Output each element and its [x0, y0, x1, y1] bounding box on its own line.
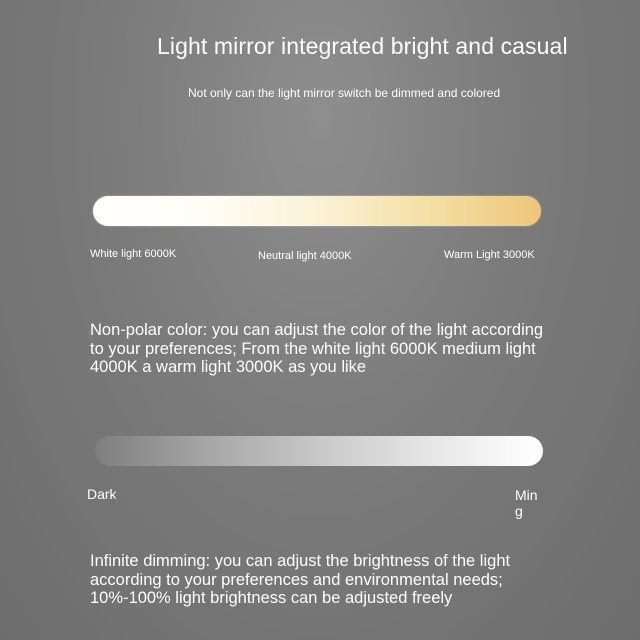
color-description: Non-polar color: you can adjust the color of the light according to your preferences; From the white light 6000K medium light 4000K a warm light 3000K as you like [90, 321, 544, 376]
white-light-label: White light 6000K [90, 248, 177, 260]
warm-light-label: Warm Light 3000K [444, 249, 535, 261]
dark-label: Dark [87, 486, 117, 502]
color-temperature-gradient-bar [93, 196, 541, 226]
page-title: Light mirror integrated bright and casual [157, 33, 568, 59]
brightness-gradient-bar [95, 436, 543, 466]
neutral-light-label: Neutral light 4000K [258, 250, 352, 262]
dimming-description: Infinite dimming: you can adjust the brightness of the light according to your preferences and environmental needs; 10%-100% light brightness can be adjusted freely [90, 552, 511, 607]
bright-label: Ming [515, 487, 538, 519]
page-subtitle: Not only can the light mirror switch be dimmed and colored [188, 86, 501, 100]
